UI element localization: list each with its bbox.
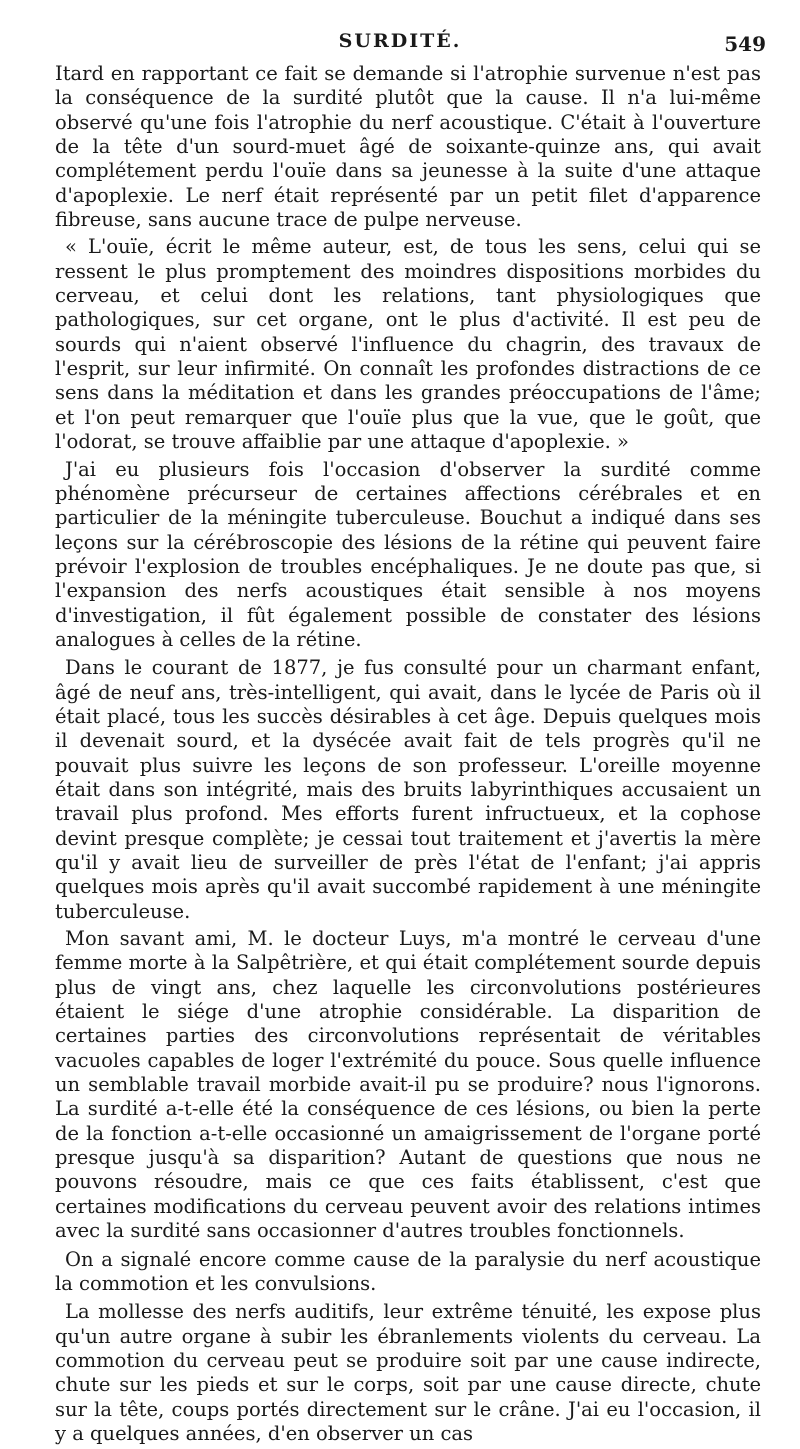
paragraph-commotion: On a signalé encore comme cause de la paralysie du nerf acoustique la commotion et les convulsions. — [55, 1247, 761, 1295]
paragraph-quote: « L'ouïe, écrit le même auteur, est, de tous les sens, celui qui se ressent le plus promptement des moindres dispositions morbides du cerveau, et celui dont les relations, tant physiologiques que pathologiques, sur cet organe, ont le plus d'activité. Il est peu de sourds qui n'aient observé l'influence du chagrin, des travaux de l'esprit, sur leur infirmité. On connaît les profondes distractions de ce sens dans la méditation et dans les grandes préoccupations de l'âme; et l'on peut remarquer que l'ouïe plus que la vue, que le goût, que l'odorat, se trouve affaiblie par une attaque d'apoplexie. » — [55, 235, 761, 454]
paragraph-itard: Itard en rapportant ce fait se demande si l'atrophie survenue n'est pas la conséquence de la surdité plutôt que la cause. Il n'a lui-même observé qu'une fois l'atrophie du nerf acoustique. C'était à l'ouverture de la tête d'un sourd-muet âgé de soixante-quinze ans, qui avait complétement perdu l'ouïe dans sa jeunesse à la suite d'une attaque d'apoplexie. Le nerf était représenté par un petit filet d'apparence fibreuse, sans aucune trace de pulpe nerveuse. — [55, 62, 761, 232]
page-body — [55, 62, 761, 1449]
running-title: SURDITÉ. — [338, 30, 462, 52]
page-number: 549 — [724, 32, 766, 56]
paragraph-case-1877: Dans le courant de 1877, je fus consulté pour un charmant enfant, âgé de neuf ans, très-intelligent, qui avait, dans le lycée de Paris où il était placé, tous les succès désirables à cet âge. Depuis quelques mois il devenait sourd, et la dysécée avait fait de tels progrès qu'il ne pouvait plus suivre les leçons de son professeur. L'oreille moyenne était dans son intégrité, mais des bruits labyrinthiques accusaient un travail plus profond. Mes efforts furent infructueux, et la cophose devint presque complète; je cessai tout traitement et j'avertis la mère qu'il y avait lieu de surveiller de près l'état de l'enfant; j'ai appris quelques mois après qu'il avait succombé rapidement à une méningite tuberculeuse. — [55, 656, 761, 923]
paragraph-nerves: La mollesse des nerfs auditifs, leur extrême ténuité, les expose plus qu'un autre organe à subir les ébranlements violents du cerveau. La commotion du cerveau peut se produire soit par une cause indirecte, chute sur les pieds et sur le corps, soit par une cause directe, chute sur la tête, coups portés directement sur le crâne. J'ai eu l'occasion, il y a quelques années, d'en observer un cas — [55, 1300, 761, 1445]
page-header — [0, 30, 800, 60]
paragraph-luys: Mon savant ami, M. le docteur Luys, m'a montré le cerveau d'une femme morte à la Salpêtrière, et qui était complétement sourde depuis plus de vingt ans, chez laquelle les circonvolutions postérieures étaient le siége d'une atrophie considérable. La disparition de certaines parties des circonvolutions représentait de véritables vacuoles capables de loger l'extrémité du pouce. Sous quelle influence un semblable travail morbide avait-il pu se produire? nous l'ignorons. La surdité a-t-elle été la conséquence de ces lésions, ou bien la perte de la fonction a-t-elle occasionné un amaigrissement de l'organe porté presque jusqu'à sa disparition? Autant de questions que nous ne pouvons résoudre, mais ce que ces faits établissent, c'est que certaines modifications du cerveau peuvent avoir des relations intimes avec la surdité sans occasionner d'autres troubles fonctionnels. — [55, 927, 761, 1243]
paragraph-meningitis: J'ai eu plusieurs fois l'occasion d'observer la surdité comme phénomène précurseur de certaines affections cérébrales et en particulier de la méningite tuberculeuse. Bouchut a indiqué dans ses leçons sur la cérébroscopie des lésions de la rétine qui peuvent faire prévoir l'explosion de troubles encéphaliques. Je ne doute pas que, si l'expansion des nerfs acoustiques était sensible à nos moyens d'investigation, il fût également possible de constater des lésions analogues à celles de la rétine. — [55, 457, 761, 651]
